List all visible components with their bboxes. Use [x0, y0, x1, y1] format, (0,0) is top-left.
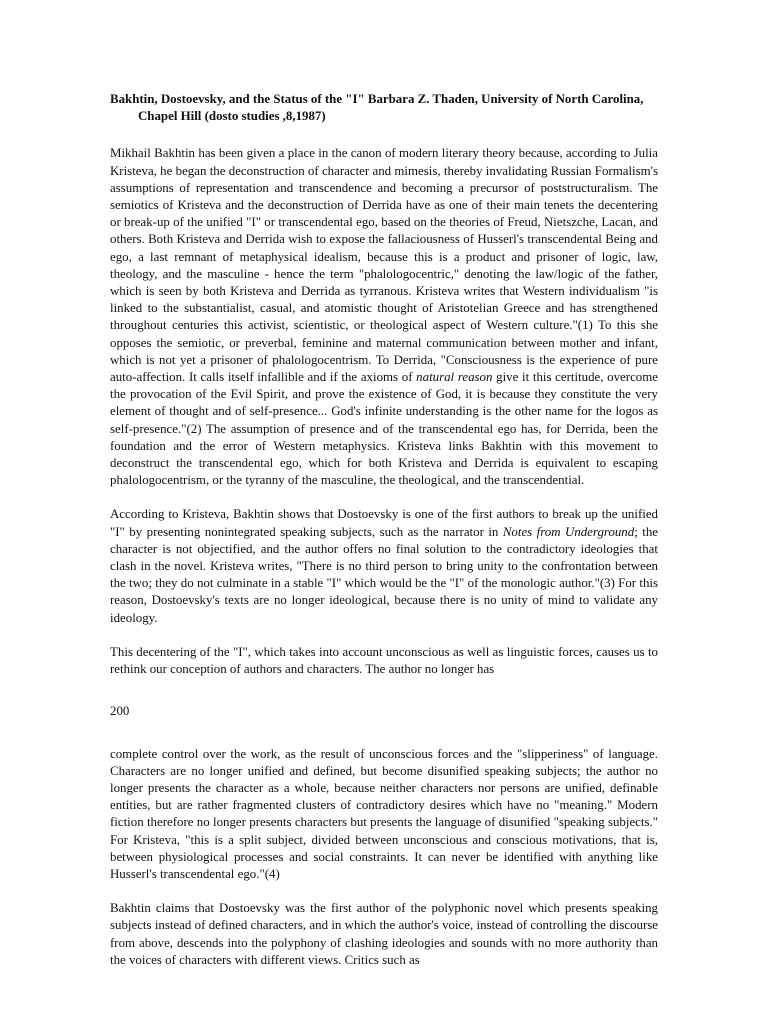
paragraph-1-emphasis: natural reason [416, 370, 493, 385]
document-title: Bakhtin, Dostoevsky, and the Status of the "I" Barbara Z. Thaden, University of North Carolina, Chapel Hill (dosto studies ,8,1987) [110, 92, 644, 124]
paragraph-1-text-a: Mikhail Bakhtin has been given a place in the canon of modern literary theory because, according to Julia Kristeva, he began the deconstruction of character and mimesis, thereby invalidating Russian Formalism's assumptions of representation and transcendence and becoming a precursor of poststructuralism. The semiotics of Kristeva and the deconstruction of Derrida have as one of their main tenets the decentering or break-up of the unified "I" or transcendental ego, based on the theories of Freud, Nietszche, Lacan, and others. Both Kristeva and Derrida wish to expose the fallaciousness of Husserl's transcendental Being and ego, a last remnant of metaphysical idealism, because this is a product and prisoner of logic, law, theology, and the masculine - hence the term "phalologocentric," denoting the law/logic of the father, which is seen by both Kristeva and Derrida as tyrranous. Kristeva writes that Western individualism "is linked to the substantialist, casual, and atomistic thought of Aristotelian Greece and has strengthened throughout centuries this activist, scientistic, or theological aspect of Western culture."(1) To this she opposes the semiotic, or preverbal, feminine and maternal communication between mother and infant, which is not yet a prisoner of phalologocentrism. To Derrida, "Consciousness is the experience of pure auto-affection. It calls itself infallible and if the axioms of [110, 146, 658, 385]
paragraph-1-text-b: give it this certitude, overcome the provocation of the Evil Spirit, and prove the existence of God, it is because they constitute the very element of thought and of self-presence... God's infinite understanding is the other name for the logos as self-presence."(2) The assumption of presence and of the transcendental ego has, for Derrida, been the foundation and the error of Western metaphysics. Kristeva links Bakhtin with this movement to deconstruct the transcendental ego, which for both Kristeva and Derrida is equivalent to escaping phalologocentrism, or the tyranny of the masculine, the theological, and the transcendential. [110, 370, 658, 488]
document-page [110, 91, 658, 986]
paragraph-5: Bakhtin claims that Dostoevsky was the first author of the polyphonic novel which presents speaking subjects instead of defined characters, and in which the author's voice, instead of controlling the discourse from above, descends into the polyphony of clashing ideologies and sounds with no more authority than the voices of characters with different views. Critics such as [110, 901, 658, 967]
paragraph-2-text-a: According to Kristeva, Bakhtin shows that Dostoevsky is one of the first authors to break up the unified "I" by presenting nonintegrated speaking subjects, such as the narrator in [110, 507, 658, 539]
paragraph-2 [110, 506, 658, 626]
paragraph-4: complete control over the work, as the result of unconscious forces and the "slipperiness" of language. Characters are no longer unified and defined, but become disunified speaking subjects; the author no longer presents the character as a whole, because neither characters nor persons are unified, definable entities, but are rather fragmented clusters of contradictory desires which have no "meaning." Modern fiction therefore no longer presents characters but presents the language of disunified "speaking subjects." For Kristeva, "this is a split subject, divided between unconscious and conscious motivations, that is, between physiological processes and social constraints. It can never be identified with anything like Husserl's transcendental ego."(4) [110, 746, 658, 881]
page-number: 200 [110, 704, 130, 719]
paragraph-1 [110, 145, 658, 489]
paragraph-3: This decentering of the "I", which takes into account unconscious as well as linguistic forces, causes us to rethink our conception of authors and characters. The author no longer has [110, 644, 658, 677]
paragraph-2-text-b: ; the character is not objectified, and the author offers no final solution to the contradictory ideologies that clash in the novel. Kristeva writes, "There is no third person to bring unity to the confrontation between the two; they do not culminate in a stable "I" which would be the "I" of the monologic author."(3) For this reason, Dostoevsky's texts are no longer ideological, because there is no unity of mind to validate any ideology. [110, 524, 658, 625]
paragraph-2-emphasis: Notes from Underground [502, 524, 635, 539]
